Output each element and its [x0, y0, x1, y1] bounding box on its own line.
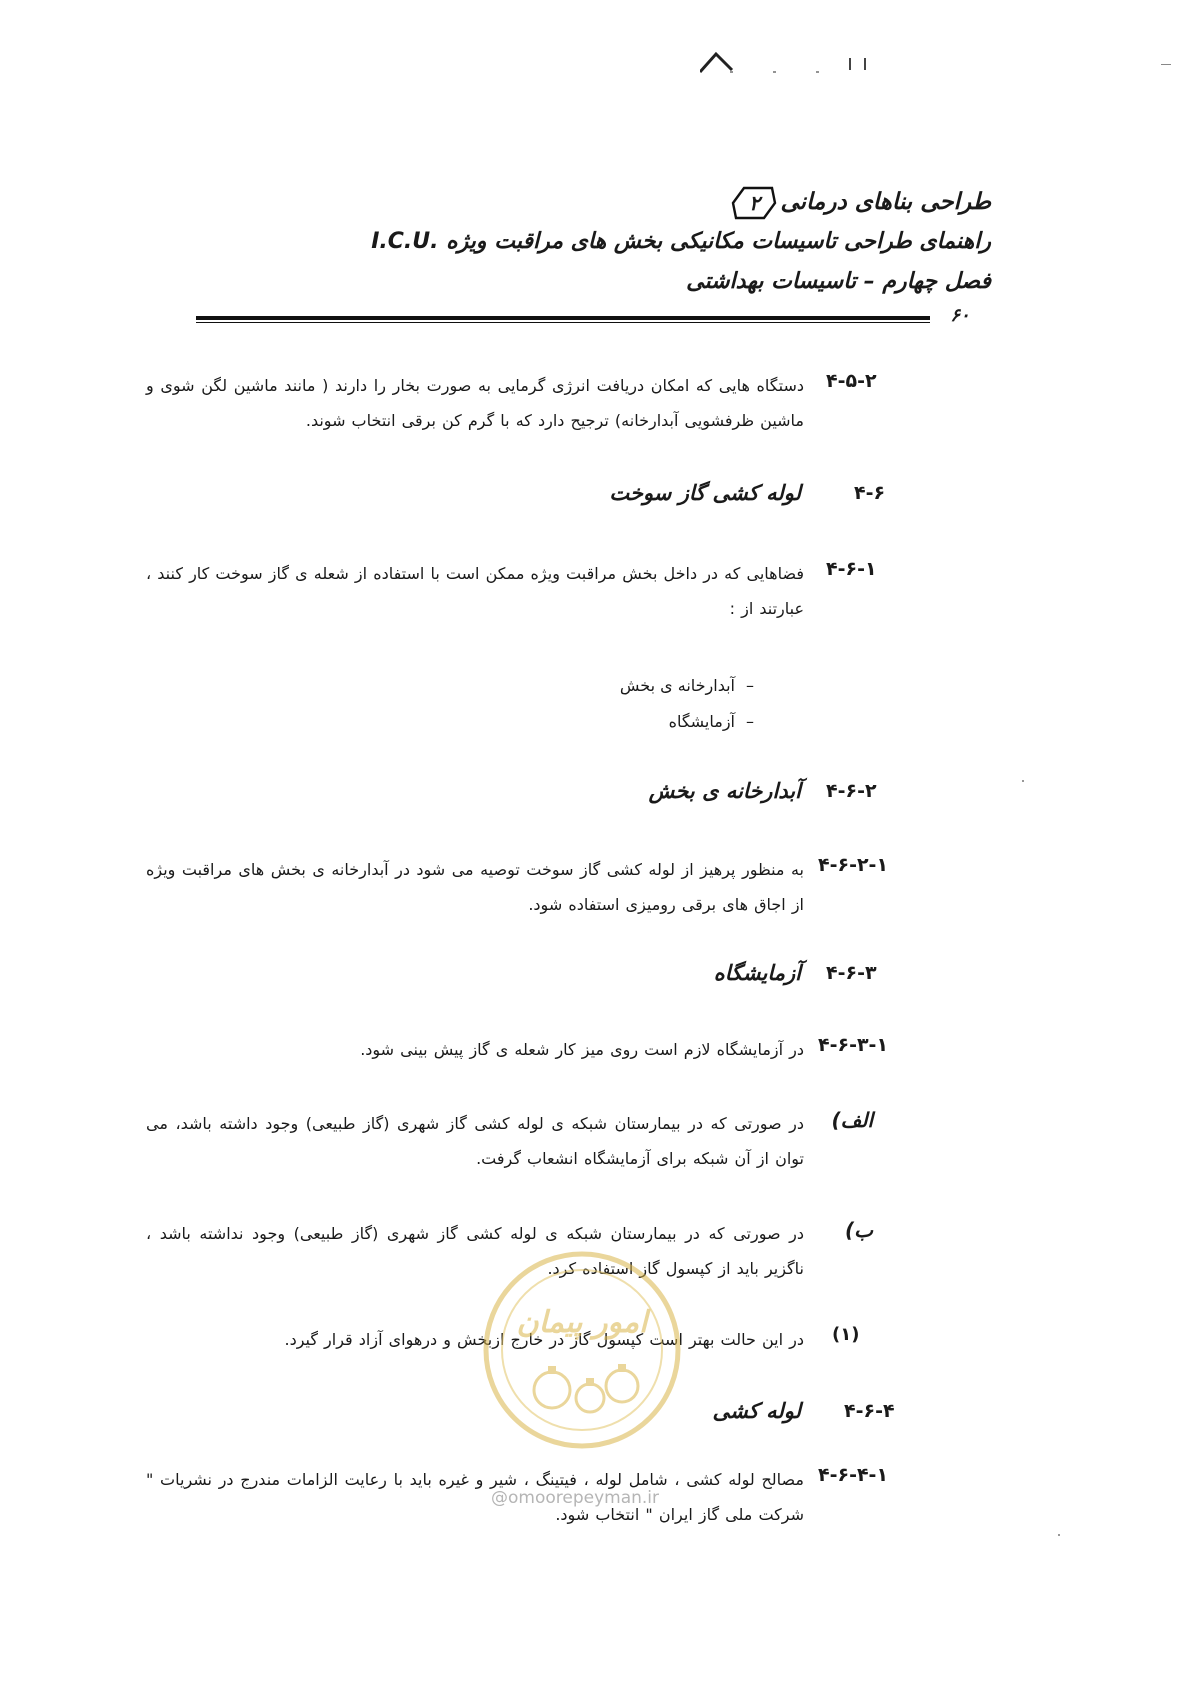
item-label-1: (۱)	[832, 1324, 860, 1345]
page-number: ۶۰	[950, 305, 970, 326]
paragraph: فضاهایی که در داخل بخش مراقبت ویژه ممکن است با استفاده از شعله ی گاز سوخت کار کنند ، عبارتند از :	[146, 564, 804, 618]
guide-title-text: راهنمای طراحی تاسیسات مکانیکی بخش های مراقبت ویژه	[446, 229, 991, 254]
watermark-logo	[472, 1240, 692, 1460]
section-number: ۴-۶-۱	[826, 558, 877, 580]
header-guide-title	[291, 222, 991, 262]
section-number: ۴-۶-۳-۱	[818, 1034, 889, 1056]
item-label-be: ب)	[845, 1218, 873, 1242]
paragraph: مصالح لوله کشی ، شامل لوله ، فیتینگ ، شیر و غیره باید با رعایت الزامات مندرج در نشریات " شرکت ملی گاز ایران " انتخاب شود.	[146, 1470, 804, 1524]
section-heading: آزمایشگاه	[713, 961, 801, 985]
paragraph: به منظور پرهیز از لوله کشی گاز سوخت توصیه می شود در آبدارخانه ی بخش های مراقبت ویژه از اجاق های برقی رومیزی استفاده شود.	[146, 860, 804, 914]
heading-number: ۴-۶-۴	[844, 1400, 895, 1422]
bullet-list	[465, 668, 765, 740]
section-number: ۴-۵-۲	[826, 370, 877, 392]
section-heading: لوله کشی	[712, 1399, 801, 1423]
header-rule	[196, 316, 930, 320]
scan-mark	[1161, 64, 1171, 65]
list-item: –آزمایشگاه	[668, 712, 754, 731]
icu-code: I.C.U.	[371, 229, 439, 254]
heading-number: ۴-۶	[854, 482, 886, 504]
header-series-title	[291, 182, 991, 222]
section-number: ۴-۶-۲-۱	[818, 854, 889, 876]
volume-number: ۲	[749, 190, 760, 215]
volume-badge	[730, 186, 778, 220]
paragraph: در صورتی که در بیمارستان شبکه ی لوله کشی گاز شهری (گاز طبیعی) وجود نداشته باشد ، ناگزیر باید از کپسول گاز استفاده کرد.	[146, 1224, 804, 1278]
section-number: ۴-۶-۴-۱	[818, 1464, 889, 1486]
paragraph: در صورتی که در بیمارستان شبکه ی لوله کشی گاز شهری (گاز طبیعی) وجود داشته باشد، می توان از آن شبکه برای آزمایشگاه انشعاب گرفت.	[146, 1114, 804, 1168]
heading-number: ۴-۶-۳	[826, 962, 877, 984]
item-label-alef: الف)	[831, 1108, 873, 1132]
watermark-url: @omoorepeyman.ir	[490, 1488, 660, 1508]
scan-speck	[1022, 780, 1024, 782]
series-title-text: طراحی بناهای درمانی	[780, 189, 991, 215]
section-heading: لوله کشی گاز سوخت	[609, 481, 801, 505]
paragraph: در آزمایشگاه لازم است روی میز کار شعله ی گاز پیش بینی شود.	[360, 1040, 804, 1059]
section-heading: آبدارخانه ی بخش	[648, 779, 801, 803]
list-item: –آبدارخانه ی بخش	[619, 676, 754, 695]
scan-speck	[1058, 1534, 1060, 1536]
scan-artifact	[700, 46, 960, 76]
header-rule-thin	[196, 322, 930, 323]
header-chapter-title: فصل چهارم – تاسیسات بهداشتی	[686, 269, 991, 294]
paragraph: در این حالت بهتر است کپسول گاز در خارج ازبخش و درهوای آزاد قرار گیرد.	[284, 1330, 804, 1349]
paragraph: دستگاه هایی که امکان دریافت انرژی گرمایی به صورت بخار را دارند ( مانند ماشین لگن شوی و ماشین ظرفشویی آبدارخانه) ترجیح دارد که با گرم کن برقی انتخاب شوند.	[146, 376, 804, 430]
watermark-logo-text: امور پیمان	[516, 1305, 648, 1340]
heading-number: ۴-۶-۲	[826, 780, 877, 802]
running-header	[291, 182, 991, 302]
